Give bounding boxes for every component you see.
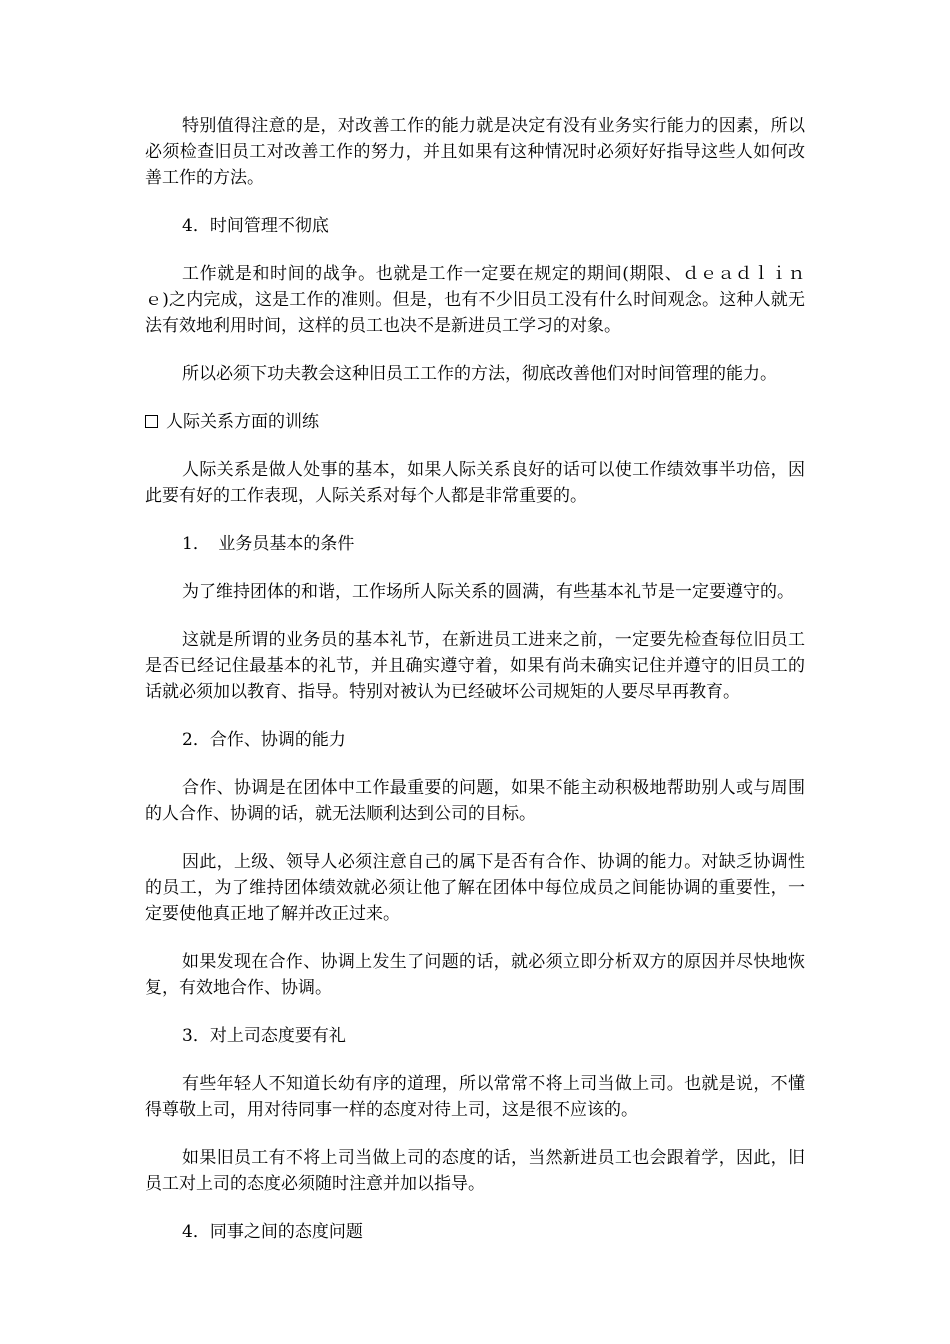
paragraph-problem-recovery: 如果发现在合作、协调上发生了问题的话，就必须立即分析双方的原因并尽快地恢复，有效地合作、协调。 [145,952,805,998]
paragraph-etiquette: 这就是所谓的业务员的基本礼节，在新进员工进来之前，一定要先检查每位旧员工是否已经记住最基本的礼节，并且确实遵守着，如果有尚未确实记住并遵守的旧员工的话就必须加以教育、指导。特别对被认为已经破坏公司规矩的人要尽早再教育。 [145,630,805,702]
heading-colleague-attitude: 4．同事之间的态度问题 [182,1222,363,1242]
document-page [145,113,805,1267]
heading-cooperation: 2．合作、协调的能力 [182,730,346,750]
paragraph-old-employees-attitude: 如果旧员工有不将上司当做上司的态度的话，当然新进员工也会跟着学，因此，旧员工对上司的态度必须随时注意并加以指导。 [145,1148,805,1194]
paragraph-time-training: 所以必须下功夫教会这种旧员工工作的方法，彻底改善他们对时间管理的能力。 [182,364,777,384]
section-title: 人际关系方面的训练 [166,412,319,432]
paragraph-supervisor-attention: 因此，上级、领导人必须注意自己的属下是否有合作、协调的能力。对缺乏协调性的员工，为了维持团体绩效就必须让他了解在团体中每位成员之间能协调的重要性，一定要使他真正地了解并改正过来。 [145,852,805,924]
heading-basic-conditions: 1． 业务员基本的条件 [182,534,355,554]
paragraph-improvement-ability: 特别值得注意的是，对改善工作的能力就是决定有没有业务实行能力的因素，所以必须检查旧员工对改善工作的努力，并且如果有这种情况时必须好好指导这些人如何改善工作的方法。 [145,116,805,188]
paragraph-time-war: 工作就是和时间的战争。也就是工作一定要在规定的期间(期限、ｄｅａｄｌｉｎｅ)之内完成，这是工作的准则。但是，也有不少旧员工没有什么时间观念。这种人就无法有效地利用时间，这样的员工也决不是新进员工学习的对象。 [145,264,805,336]
paragraph-cooperation-importance: 合作、协调是在团体中工作最重要的问题，如果不能主动积极地帮助别人或与周围的人合作、协调的话，就无法顺利达到公司的目标。 [145,778,805,824]
paragraph-interpersonal-basics: 人际关系是做人处事的基本，如果人际关系良好的话可以使工作绩效事半功倍，因此要有好的工作表现，人际关系对每个人都是非常重要的。 [145,460,805,506]
paragraph-young-people: 有些年轻人不知道长幼有序的道理，所以常常不将上司当做上司。也就是说，不懂得尊敬上司，用对待同事一样的态度对待上司，这是很不应该的。 [145,1074,805,1120]
paragraph-harmony: 为了维持团体的和谐，工作场所人际关系的圆满，有些基本礼节是一定要遵守的。 [182,582,794,602]
section-interpersonal-training [145,409,805,435]
heading-time-management: 4．时间管理不彻底 [182,216,329,236]
heading-respect-superiors: 3．对上司态度要有礼 [182,1026,346,1046]
checkbox-square-icon [145,415,158,428]
